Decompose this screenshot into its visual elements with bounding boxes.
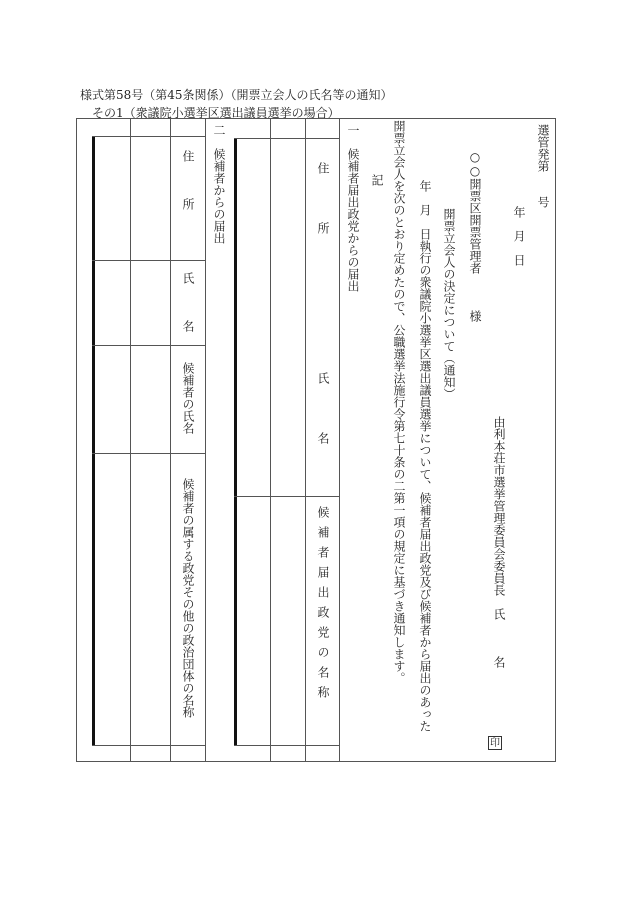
section1-left-thick-border xyxy=(234,138,237,746)
section2-header-party: 候補者の属する政党その他の政治団体の名称 xyxy=(181,478,195,718)
section2-col-divider-2 xyxy=(130,118,131,762)
section2-col-divider-1 xyxy=(170,118,171,762)
section2-header-address: 住 所 xyxy=(181,150,195,210)
section1-row-divider xyxy=(234,496,340,497)
section1-bottom-rule xyxy=(234,745,340,746)
section2-row-divider-3 xyxy=(92,453,206,454)
section2-bottom-rule xyxy=(92,745,206,746)
section1-header-address: 住 所 xyxy=(316,162,330,234)
ki-mark: 記 xyxy=(370,174,384,186)
section2-heading: 二 候補者からの届出 xyxy=(212,124,226,244)
section1-header-party: 候補者届出政党の名称 xyxy=(316,506,330,706)
section2-right-border xyxy=(205,118,206,762)
section1-col-divider-2 xyxy=(270,118,271,762)
body-line-1: 年 月 日執行の衆議院小選挙区選出議員選挙について、候補者届出政党及び候補者から届出のあった xyxy=(418,180,432,732)
section1-header-name: 氏 名 xyxy=(316,372,330,444)
section1-col-divider-1 xyxy=(305,118,306,762)
section2-header-candidate: 候補者の氏名 xyxy=(181,362,195,434)
sender-name: 由利本荘市選挙管理委員会委員長 氏 名 xyxy=(492,416,506,668)
doc-number: 選管発第 号 xyxy=(536,124,550,208)
section2-row-divider-1 xyxy=(92,260,206,261)
section1-heading: 一 候補者届出政党からの届出 xyxy=(346,124,360,292)
section1-right-border xyxy=(339,118,340,762)
section2-top-rule xyxy=(92,136,206,137)
seal-mark: 印 xyxy=(490,738,500,749)
section2-header-name: 氏 名 xyxy=(181,272,195,332)
letter-date: 年 月 日 xyxy=(512,206,526,266)
form-subtitle: その1（衆議院小選挙区選出議員選挙の場合） xyxy=(92,106,340,120)
body-line-2: 開票立会人を次のとおり定めたので、公職選挙法施行令第七十条の二第一項の規定に基づき通知します。 xyxy=(392,120,406,684)
section1-top-rule xyxy=(234,138,340,139)
section2-left-thick-border xyxy=(92,136,95,746)
letter-subject: 開票立会人の決定について（通知） xyxy=(442,208,456,400)
section2-row-divider-2 xyxy=(92,345,206,346)
form-title: 様式第58号（第45条関係）（開票立会人の氏名等の通知） xyxy=(80,88,393,102)
addressee: ○○開票区開票管理者 様 xyxy=(468,150,482,322)
